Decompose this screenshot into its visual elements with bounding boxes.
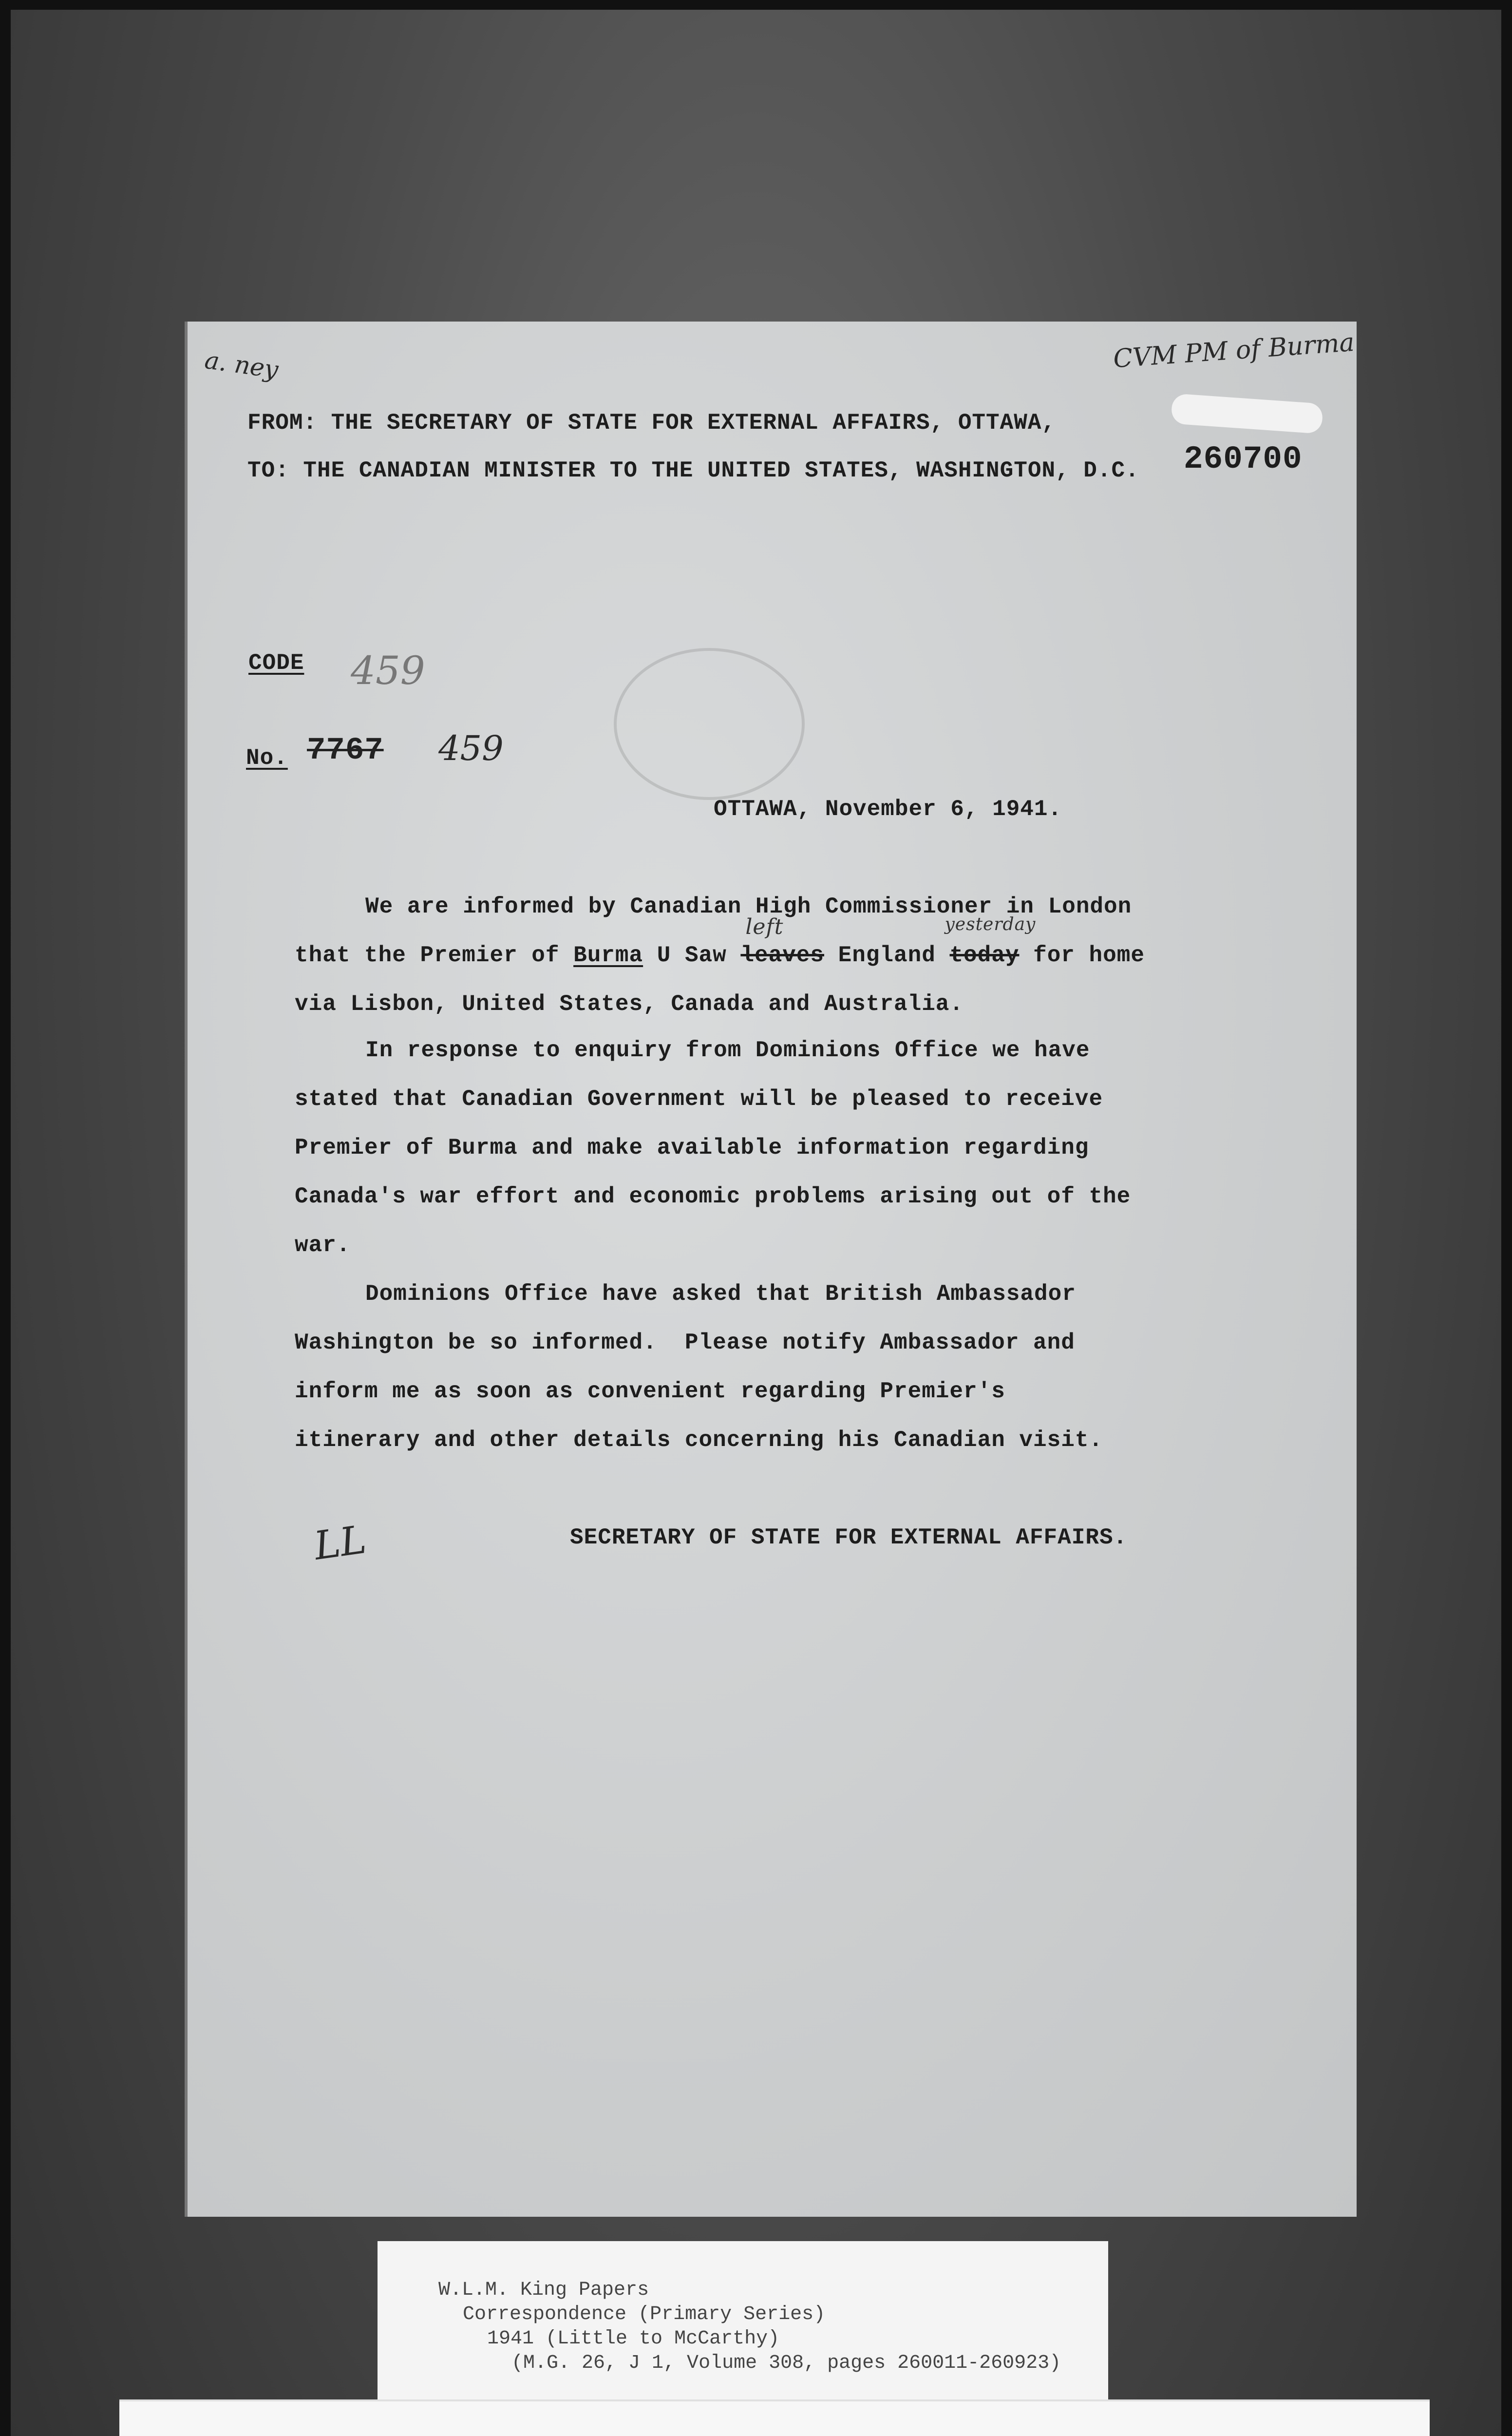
to-line: TO: THE CANADIAN MINISTER TO THE UNITED STATES, WASHINGTON, D.C. <box>247 458 1139 483</box>
letter-page <box>188 322 1357 2217</box>
burma-underlined: Burma <box>573 943 643 968</box>
para1-text: for home <box>1019 943 1145 968</box>
label-line-4: (M.G. 26, J 1, Volume 308, pages 260011-260923) <box>511 2352 1061 2374</box>
label-line-2: Correspondence (Primary Series) <box>463 2303 826 2325</box>
para1-line3: via Lisbon, United States, Canada and Australia. <box>295 991 964 1017</box>
code-handwritten-number: 459 <box>351 648 425 693</box>
archive-card <box>119 2399 1430 2436</box>
para3-line3: inform me as soon as convenient regarding Premier's <box>295 1379 1005 1404</box>
para1-text: U Saw <box>643 943 741 968</box>
struck-word-leaves <box>740 914 824 968</box>
para2-line1: In response to enquiry from Dominions Office we have <box>365 1038 1090 1063</box>
film-left-edge <box>0 0 11 2436</box>
para2-line2: stated that Canadian Government will be pleased to receive <box>295 1086 1103 1112</box>
film-top-border <box>0 0 1512 10</box>
para1-line2 <box>295 914 1145 968</box>
para1-text: that the Premier of <box>295 943 574 968</box>
label-line-3: 1941 (Little to McCarthy) <box>487 2328 780 2350</box>
code-label: CODE <box>248 650 304 676</box>
para3-line2: Washington be so informed. Please notify Ambassador and <box>295 1330 1075 1355</box>
signature-line: SECRETARY OF STATE FOR EXTERNAL AFFAIRS. <box>570 1525 1128 1550</box>
para3-line1: Dominions Office have asked that British Ambassador <box>365 1281 1076 1307</box>
handwritten-number: 459 <box>438 728 504 768</box>
corner-handwritten-note: CVM PM of Burma <box>1112 327 1356 374</box>
handwritten-yesterday: yesterday <box>945 914 1036 934</box>
no-label: No. <box>246 745 288 771</box>
para2-line4: Canada's war effort and economic problems arising out of the <box>295 1184 1131 1209</box>
label-line-1: W.L.M. King Papers <box>438 2279 649 2301</box>
film-right-edge <box>1501 0 1512 2436</box>
document-number: 260700 <box>1184 441 1303 477</box>
catalogue-label-card <box>378 2241 1108 2402</box>
struck-leaves: leaves <box>740 943 824 968</box>
handwritten-initials: LL <box>311 1517 369 1569</box>
para1-line1: We are informed by Canadian High Commissioner in London <box>365 894 1132 919</box>
from-line: FROM: THE SECRETARY OF STATE FOR EXTERNAL AFFAIRS, OTTAWA, <box>247 410 1056 436</box>
handwritten-left: left <box>745 914 784 939</box>
faint-stamp <box>614 648 805 800</box>
para3-line4: itinerary and other details concerning his Canadian visit. <box>295 1427 1103 1453</box>
para2-line5: war. <box>295 1233 351 1258</box>
para2-line3: Premier of Burma and make available information regarding <box>295 1135 1089 1161</box>
top-handwritten-mark: a. ney <box>203 345 280 384</box>
struck-today: today <box>949 943 1020 968</box>
para1-text: England <box>824 943 950 968</box>
struck-word-today <box>945 914 1036 968</box>
date-line: OTTAWA, November 6, 1941. <box>714 797 1062 822</box>
struck-number: 7767 <box>307 733 384 768</box>
